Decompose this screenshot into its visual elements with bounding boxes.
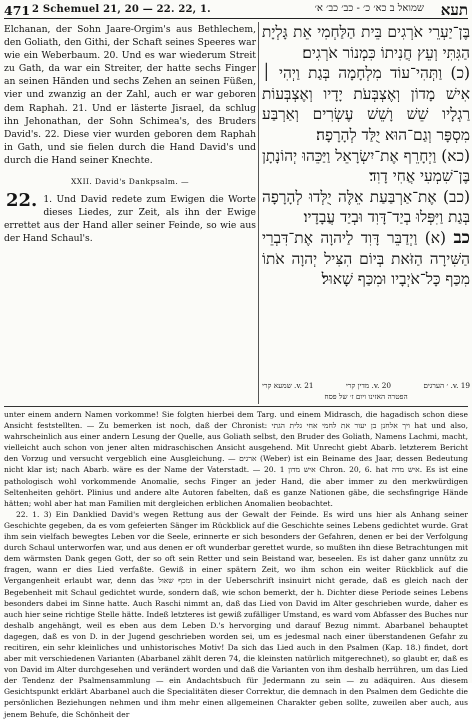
running-header [4,3,468,19]
qere-notes [262,380,470,404]
hebrew-verse-22: (כב) אֶת־אַרְבַּעַת אֵלֶּה יֻלְּדוּ לְהָרָפָה בְּגַת וַיִּפְּלוּ בְיַד־דָּוִד וּבְיַד עֲבָדָיו׃ [262,187,470,227]
commentary-block [4,409,469,719]
german-verse-22-1: 1. Und David redete zum Ewigen die Worte dieses Liedes, zur Zeit, als ihn der Ewige errettet aus der Hand aller seiner Feinde, so wie aus der Hand Schaul's. [4,194,256,245]
hebrew-verse-20: (כ) וַתְּהִי־עוֹד מִלְחָמָה בְּגַת וַיְהִי ׀ אִישׁ מָדוֹן וְאֶצְבְּעֹת יָדָיו וְאֶצְבְּעוֹת רַגְלָיו שֵׁשׁ וָשֵׁשׁ עֶשְׂרִים וְאַרְבַּע מִסְפָּר וְגַם־הוּא יֻלַּד לְהָרָפָה׃ [262,64,470,144]
note-verse-20: v. 20. מדין קרי [345,381,392,390]
note-verse-21: v. 21. שמעא קרי [262,381,314,390]
hebrew-chapter-22-verse-1 [262,228,470,290]
hebrew-text-column [262,22,470,390]
german-reference: 2 Schemuel 21, 20 — 22. 22, 1. [32,4,211,15]
german-paragraph-22 [4,190,256,245]
hebrew-verse-21: (כא) וַיְחָרֵף אֶת־יִשְׂרָאֵל וַיַּכֵּהוּ יְהוֹנָתָן בֶּן־שִׁמְעִי אֲחִי דָוִד׃ [262,146,470,186]
hebrew-page-number: תעא [440,1,468,19]
horizontal-rule [4,406,468,407]
commentary-paragraph-1: unter einem andern Namen vorkomme! Sie folgten hierbei dem Targ. und einem Midrasch, die hagadisch schon diese Ansicht feststellten. — Zu bemerken ist noch, daß der Chronist: ויך אלחנן בן יעור את לחמי אחי גלית הגתי hat und also, wahrscheinlich aus einer andern Lesung der Quelle, aus Goliath selbst, den Bruder des Goliath, Namens Lachmi, macht, vielleicht auch schon von jener alten midraschischen Ansicht ausgehend. Mit Unrecht giebt Abarb. letzterem Bericht den Vorzug und versucht vergeblich eine Ausgleichung. — ארגים (Weber) ist ein Beiname des Jaar, dessen Bedeutung nicht klar ist; nach Abarb. wäre es der Name der Vaterstadt. — 20. איש מדון 1 Chron. 20, 6. hat איש מדה. Es ist eine pathologisch wohl vorkommende Anomalie, sechs Finger an jeder Hand, die aber immer zu den merkwürdigen Seltenheiten gehört. Plinius und andere alte Autoren fabelten, daß es ganze Nationen gäbe, die sechsfingrige Hände hätten; wohl aber hat man Familien mit dergleichen erblichen Anomalien beobachtet. [4,410,469,508]
german-translation-column [4,23,256,390]
hebrew-verse-1: (א) וַיְדַבֵּר דָּוִד לַיהוָה אֶת־דִּבְרֵי הַשִּׁירָה הַזֹּאת בְּיוֹם הִצִּיל יְהוָה אֹתוֹ מִכַּף כָּל־אֹיְבָיו וּמִכַּף שָׁאוּל׃ [262,228,470,289]
haftarah-note: הפטרה האזינו ויום ז׳ של פסח [324,392,408,401]
commentary-paragraph-2: 22. 1. 3) Ein Danklied David's wegen Rettung aus der Gewalt der Feinde. Es wird uns hier als Anhang seiner Geschichte gegeben, da es vom gefeierten Sänger im Rückblick auf die Geschichte seines Lebens gedichtet wurde. Grat ihm sein vielfach bewegtes Leben vor die Seele, erinnerte er sich besonders der Gefahren, denen er bei der Verfolgung durch Schaul unterworfen war, und aus denen er oft wunderbar gerettet wurde, so mußten ihn diese Betrachtungen mit dem wärmsten Dank gegen Gott, der so oft sein Retter und sein Beistand war, beseelen. Es ist daher ganz unnütz zu fragen, wann er dies Lied verfaßte. Gewiß in einer spätern Zeit, wo ihm schon ein weiter Rückblick auf die Vergangenheit erlaubt war, denn das ומכף שאול in der Ueberschrift insinuirt nicht gerade, daß es gleich nach der Begebenheit mit Schaul gedichtet wurde, sondern daß, wie schon bemerkt, der h. Dichter diese Periode seines Lebens besonders dabei im Sinne hatte. Auch Raschi nimmt an, daß das Lied von David im Alter geschrieben wurde, daher es auch hier seine richtige Stelle hätte. Indeß letzteres ist gewiß zufälliger Umstand, es ward vom Abfasser des Buches nur deshalb angehängt, weil es eben aus dem Leben D.'s hervorging und darauf Bezug nimmt. Abarbanel behauptet dagegen, daß es von D. in der Jugend geschrieben worden sei, um es jedesmal nach einer überstandenen Gefahr zu recitiren, ein sehr kleinliches und unhistorisches Motiv! Da sich das Lied auch in den Psalmen (Kap. 18.) findet, dort aber mit verschiedenen Varianten (Abarbanel zählt deren 74, die kleinsten natürlich mitgerechnet), so glaubt er, daß es von David im Alter durchgesehen und verändert worden und daß die Varianten von ihm deshalb herrühren, um das Lied der Tendenz der Psalmensammlung — ein Andachtsbuch für Jedermann zu sein — zu adäquiren. Aus diesem Gesichtspunkt erklärt Abarbanel auch die Specialitäten dieser Correktur, die demnach in den Psalmen dem Gedichte die persönlichen Beziehungen nehmen und ihm mehr einen allgemeinen Charakter geben sollte, zuweilen aber auch, aus jenem Behufe, die Schönheit der [4,509,468,719]
column-divider [258,22,259,404]
note-verse-19: v. 19. ׳ הערגים [423,381,470,390]
section-heading: XXII. David's Dankpsalm. — [70,177,190,187]
german-paragraph-21: Elchanan, der Sohn Jaare-Orgim's aus Bethlechem, den Goliath, den Githi, der Schaft seines Speeres war wie ein Weberbaum. 20. Und es war wiederum Streit zu Gath, da war ein Streiter, der hatte sechs Finger an seinen Händen und sechs Zehen an seinen Füßen, vier und zwanzig an der Zahl, auch er war geboren dem Raphah. 21. Und er lästerte Jisrael, da schlug ihn Jehonathan, der Sohn Schimea's, des Bruders David's. 22. Diese vier wurden geboren dem Raphah in Gath, und sie fielen durch die Hand David's und durch die Hand seiner Knechte. [4,24,256,166]
page-number: 471 [4,3,31,18]
hebrew-chapter-label: כב [453,227,470,248]
chapter-number: 22. [6,190,38,212]
hebrew-reference: שמואל ב כא׳ כ׳ - כב׳ כב׳ א׳ [314,3,424,14]
hebrew-verse-19-end: בֶּן־יַעְרֵי אֹרְגִים בֵּית הַלַּחְמִי אֵת גָּלְיָת הַגִּתִּי וְעֵץ חֲנִיתוֹ כִּמְנוֹר אֹרְגִים׃ [262,23,470,62]
